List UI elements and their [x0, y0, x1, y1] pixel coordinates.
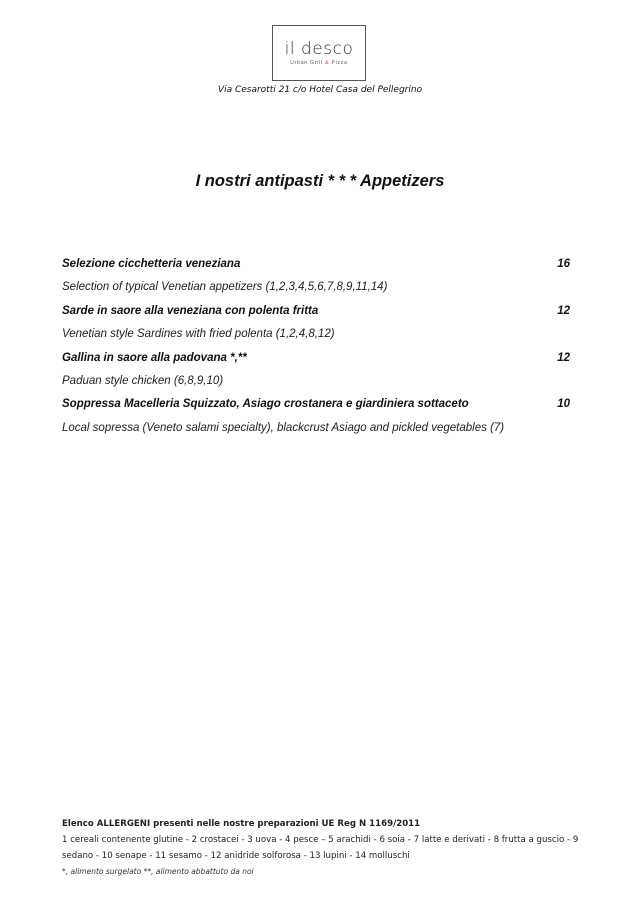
address: Via Cesarotti 21 c/o Hotel Casa del Pellegrino [217, 85, 423, 95]
item-name: Soppressa Macelleria Squizzato, Asiago crostanera e giardiniera sottaceto [62, 398, 469, 411]
allergen-heading: Elenco ALLERGENI presenti nelle nostre preparazioni UE Reg N 1169/2011 [62, 819, 421, 829]
menu-items [62, 256, 570, 443]
allergen-list-line1: 1 cereali contenente glutine - 2 crostacei - 3 uova - 4 pesce – 5 arachidi - 6 soia - 7 latte e derivati - 8 frutta a guscio - 9 [62, 835, 579, 845]
footnote: *, alimento surgelato **, alimento abbattuto da noi [62, 867, 254, 876]
allergen-list-line2: sedano - 10 senape - 11 sesamo - 12 anidride solforosa - 13 lupini - 14 molluschi [62, 851, 410, 861]
logo-tagline: Urban Grill & Pizza [290, 60, 348, 66]
item-description: Local sopressa (Veneto salami specialty), blackcrust Asiago and pickled vegetables (7) [62, 421, 505, 434]
item-description-row [62, 420, 570, 443]
item-description: Venetian style Sardines with fried polenta (1,2,4,8,12) [62, 328, 335, 341]
menu-item [62, 350, 570, 373]
logo-name: il desco [284, 39, 354, 59]
item-name: Selezione cicchetteria veneziana [62, 258, 241, 270]
menu-item [62, 303, 570, 326]
menu-item [62, 396, 570, 419]
item-name: Gallina in saore alla padovana *,** [62, 351, 247, 364]
item-price: 16 [557, 258, 570, 270]
page-title: I nostri antipasti * * * Appetizers [195, 172, 445, 190]
menu-item [62, 256, 570, 279]
item-description-row [62, 326, 570, 349]
item-price: 10 [557, 398, 570, 411]
item-price: 12 [557, 351, 570, 364]
item-description-row [62, 373, 570, 396]
item-price: 12 [557, 304, 570, 317]
item-description-row [62, 279, 570, 302]
restaurant-logo [272, 25, 366, 81]
item-description: Selection of typical Venetian appetizers (1,2,3,4,5,6,7,8,9,11,14) [62, 281, 388, 294]
item-description: Paduan style chicken (6,8,9,10) [62, 374, 224, 387]
allergen-footer [62, 816, 602, 864]
item-name: Sarde in saore alla veneziana con polenta fritta [62, 304, 319, 317]
